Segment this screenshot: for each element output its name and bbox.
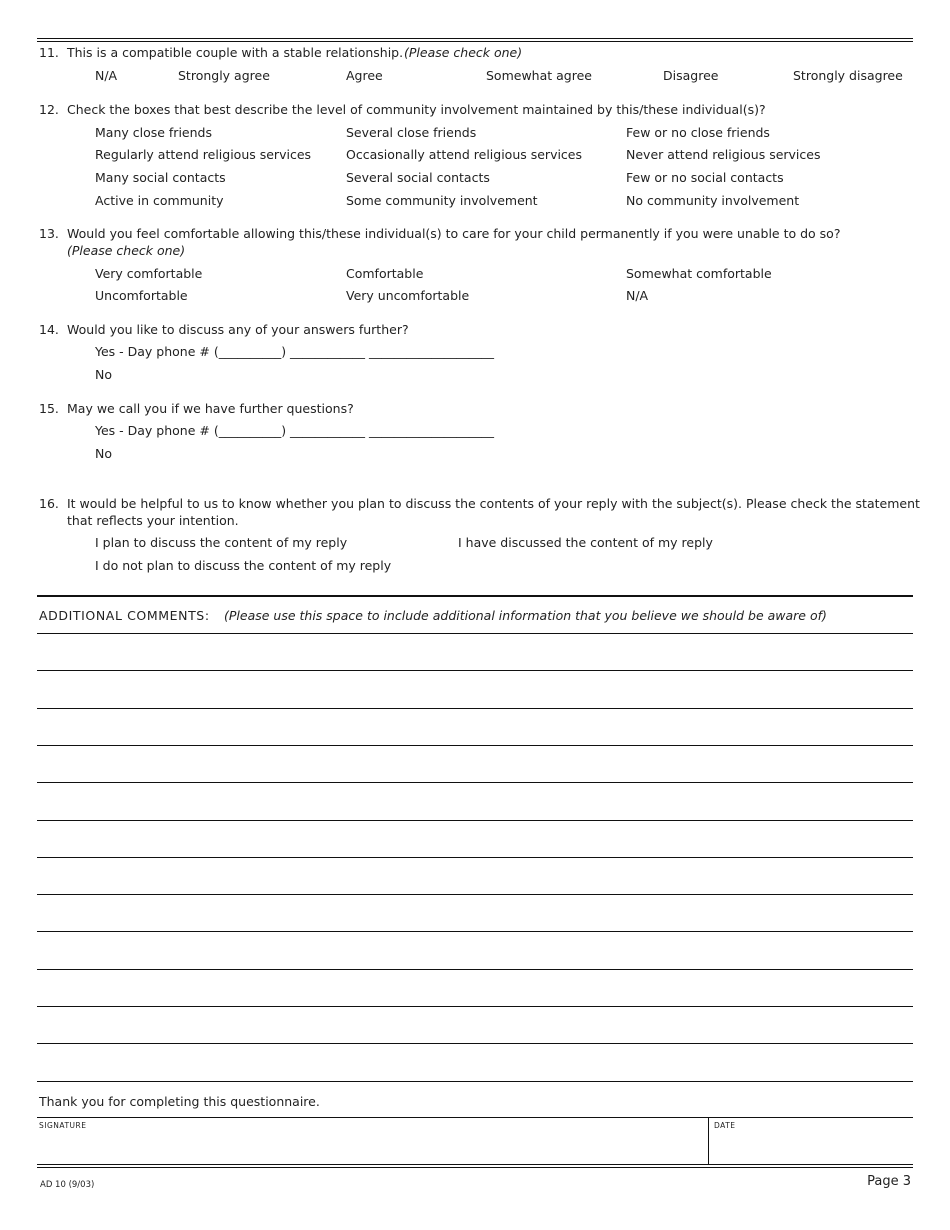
q12-option[interactable]: Some community involvement <box>346 193 538 208</box>
q11-option-na[interactable]: N/A <box>95 68 118 83</box>
q11-number: 11. <box>39 45 59 60</box>
q12-option[interactable]: Few or no social contacts <box>626 170 784 185</box>
q15-text: May we call you if we have further questions? <box>67 401 354 416</box>
q15-yes-option[interactable]: Yes - Day phone # (__________) ____________ ____________________ <box>95 423 495 438</box>
q12-option[interactable]: Many social contacts <box>95 170 226 185</box>
signature-field[interactable] <box>37 1130 707 1162</box>
q12-option[interactable]: Regularly attend religious services <box>95 147 312 162</box>
thank-you-text: Thank you for completing this questionnaire. <box>39 1094 320 1109</box>
q13-option[interactable]: Very comfortable <box>95 266 203 281</box>
q11-option-strongly-disagree[interactable]: Strongly disagree <box>793 68 903 83</box>
date-field[interactable] <box>710 1130 912 1162</box>
comment-line[interactable] <box>37 633 913 634</box>
bottom-rule <box>37 1164 913 1165</box>
q14-yes-option[interactable]: Yes - Day phone # (__________) ____________ ____________________ <box>95 344 495 359</box>
comments-note: (Please use this space to include additional information that you believe we should be aware of) <box>224 608 827 623</box>
comment-line[interactable] <box>37 782 913 783</box>
q16-text-line2: that reflects your intention. <box>67 513 239 528</box>
top-rule <box>37 38 913 39</box>
q13-option[interactable]: Somewhat comfortable <box>626 266 772 281</box>
q12-number: 12. <box>39 102 59 117</box>
q11-option-somewhat-agree[interactable]: Somewhat agree <box>486 68 592 83</box>
q13-option[interactable]: N/A <box>626 288 649 303</box>
date-label: DATE <box>714 1121 736 1130</box>
q14-text: Would you like to discuss any of your answers further? <box>67 322 409 337</box>
comment-line[interactable] <box>37 708 913 709</box>
comment-line[interactable] <box>37 1081 913 1082</box>
q14-no-option[interactable]: No <box>95 367 112 382</box>
q12-option[interactable]: No community involvement <box>626 193 800 208</box>
form-id: AD 10 (9/03) <box>40 1180 95 1190</box>
q15-number: 15. <box>39 401 59 416</box>
page-number: Page 3 <box>867 1174 911 1189</box>
q16-text-line1: It would be helpful to us to know whether you plan to discuss the contents of your reply with the subject(s). Please check the statement <box>67 496 920 511</box>
q11-option-agree[interactable]: Agree <box>346 68 383 83</box>
q16-option-plan-to-discuss[interactable]: I plan to discuss the content of my reply <box>95 535 348 550</box>
q12-option[interactable]: Several close friends <box>346 125 477 140</box>
q12-option[interactable]: Active in community <box>95 193 224 208</box>
q11-note: (Please check one) <box>404 45 523 60</box>
q13-option[interactable]: Very uncomfortable <box>346 288 470 303</box>
signature-label: SIGNATURE <box>39 1121 87 1130</box>
signature-top-rule <box>37 1117 913 1118</box>
comment-line[interactable] <box>37 670 913 671</box>
signature-date-divider <box>708 1117 709 1164</box>
q12-option[interactable]: Occasionally attend religious services <box>346 147 583 162</box>
q12-option[interactable]: Few or no close friends <box>626 125 770 140</box>
q16-number: 16. <box>39 496 59 511</box>
q13-note: (Please check one) <box>67 243 186 258</box>
q16-option-not-plan[interactable]: I do not plan to discuss the content of my reply <box>95 558 392 573</box>
q13-option[interactable]: Comfortable <box>346 266 424 281</box>
q11-option-strongly-agree[interactable]: Strongly agree <box>178 68 270 83</box>
comment-line[interactable] <box>37 745 913 746</box>
comment-line[interactable] <box>37 820 913 821</box>
comment-line[interactable] <box>37 894 913 895</box>
q15-no-option[interactable]: No <box>95 446 112 461</box>
q11-option-disagree[interactable]: Disagree <box>663 68 719 83</box>
top-rule-2 <box>37 41 913 42</box>
q16-option-have-discussed[interactable]: I have discussed the content of my reply <box>458 535 713 550</box>
q14-number: 14. <box>39 322 59 337</box>
q12-option[interactable]: Several social contacts <box>346 170 490 185</box>
comments-top-rule <box>37 595 913 597</box>
comment-line[interactable] <box>37 931 913 932</box>
q13-text: Would you feel comfortable allowing this/these individual(s) to care for your child permanently if you were unable to do so? <box>67 226 841 241</box>
q12-option[interactable]: Many close friends <box>95 125 212 140</box>
bottom-rule-2 <box>37 1167 913 1168</box>
q12-option[interactable]: Never attend religious services <box>626 147 821 162</box>
q13-number: 13. <box>39 226 59 241</box>
q11-text: This is a compatible couple with a stable relationship. <box>67 45 404 60</box>
comment-line[interactable] <box>37 1006 913 1007</box>
q12-text: Check the boxes that best describe the level of community involvement maintained by this/these individual(s)? <box>67 102 766 117</box>
comment-line[interactable] <box>37 1043 913 1044</box>
q13-option[interactable]: Uncomfortable <box>95 288 188 303</box>
comment-line[interactable] <box>37 969 913 970</box>
comment-line[interactable] <box>37 857 913 858</box>
comments-label: ADDITIONAL COMMENTS: <box>39 608 210 623</box>
